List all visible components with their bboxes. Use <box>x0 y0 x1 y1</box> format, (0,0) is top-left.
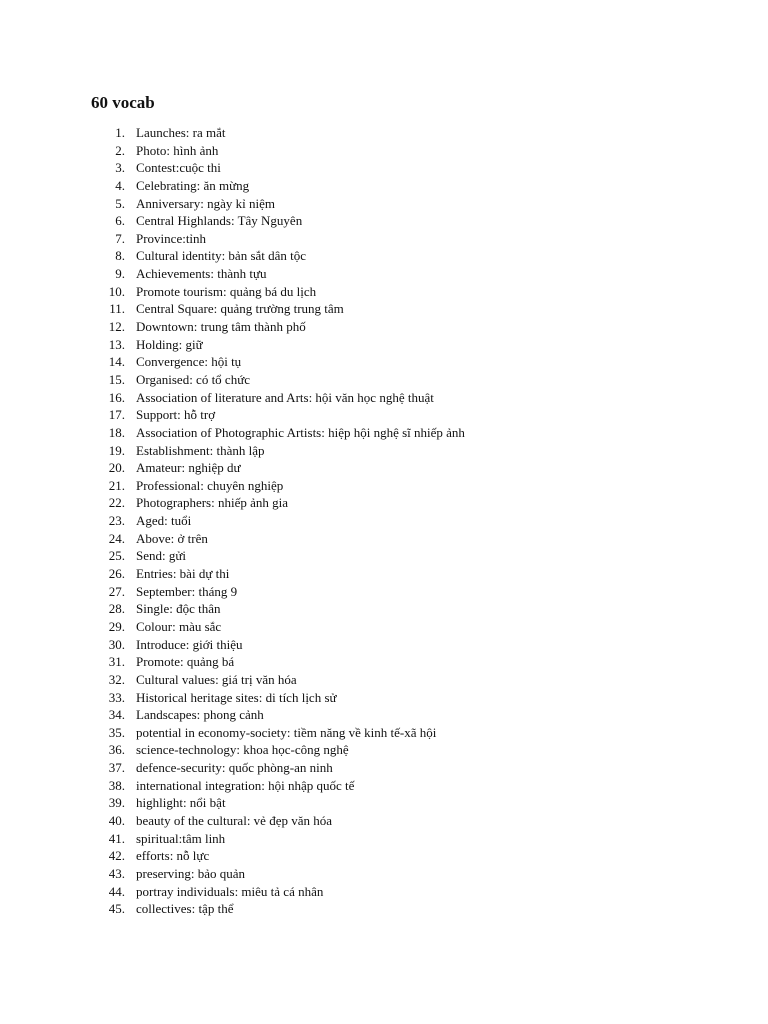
list-item-text: Association of Photographic Artists: hiệp hội nghệ sĩ nhiếp ảnh <box>136 424 465 440</box>
list-item-number: 15. <box>108 371 125 387</box>
list-item-number: 21. <box>108 477 125 493</box>
list-item-number: 12. <box>108 319 125 335</box>
list-item-text: highlight: nổi bật <box>136 795 226 811</box>
list-item-text: Anniversary: ngày kỉ niệm <box>136 195 275 211</box>
list-item-text: collectives: tập thể <box>136 901 234 917</box>
list-item-text: Achievements: thành tựu <box>136 266 267 282</box>
list-item-number: 33. <box>108 689 125 705</box>
list-item-number: 28. <box>108 601 125 617</box>
list-item-text: Establishment: thành lập <box>136 442 265 458</box>
list-item-text: Landscapes: phong cảnh <box>136 707 264 723</box>
list-item-text: Launches: ra mắt <box>136 125 226 140</box>
list-item-number: 11. <box>109 301 125 317</box>
list-item-number: 19. <box>108 442 125 458</box>
list-item-text: portray individuals: miêu tả cá nhân <box>136 883 324 899</box>
list-item-number: 5. <box>115 195 125 211</box>
list-item-number: 26. <box>108 566 125 582</box>
list-item-number: 10. <box>108 283 125 299</box>
list-item-number: 42. <box>108 848 125 864</box>
list-item-number: 22. <box>108 495 125 511</box>
list-item-number: 38. <box>108 777 125 793</box>
list-item-number: 34. <box>108 707 125 723</box>
list-item-text: Province:tỉnh <box>136 230 207 246</box>
list-item-number: 6. <box>115 213 125 229</box>
list-item-number: 13. <box>108 336 125 352</box>
list-item-number: 20. <box>108 460 125 476</box>
list-item-text: Association of literature and Arts: hội văn học nghệ thuật <box>136 389 434 405</box>
list-item-text: international integration: hội nhập quốc tế <box>136 777 355 793</box>
list-item-number: 17. <box>108 407 125 423</box>
list-item-text: Organised: có tổ chức <box>136 371 251 387</box>
list-item-text: Send: gửi <box>136 548 187 564</box>
list-item-text: Photographers: nhiếp ảnh gia <box>136 495 288 511</box>
list-item-number: 31. <box>108 654 125 670</box>
list-item-text: beauty of the cultural: vẻ đẹp văn hóa <box>136 812 333 828</box>
list-item-number: 4. <box>115 177 125 193</box>
list-item-text: Colour: màu sắc <box>136 618 222 634</box>
list-item-text: Above: ở trên <box>136 530 208 546</box>
list-item-number: 39. <box>108 795 125 811</box>
document-title: 60 vocab <box>91 93 155 112</box>
list-item-number: 14. <box>108 354 125 370</box>
list-item-number: 30. <box>108 636 125 652</box>
list-item-number: 7. <box>115 230 125 246</box>
list-item-text: efforts: nỗ lực <box>136 848 210 864</box>
list-item-text: Central Highlands: Tây Nguyên <box>136 213 303 229</box>
list-item-number: 35. <box>108 724 125 740</box>
list-item-number: 27. <box>108 583 125 599</box>
list-item-number: 41. <box>108 830 125 846</box>
list-item-text: Aged: tuổi <box>136 513 192 529</box>
list-item-number: 37. <box>108 760 125 776</box>
list-item-number: 16. <box>108 389 125 405</box>
list-item-text: Convergence: hội tụ <box>136 354 242 370</box>
list-item-text: Introduce: giới thiệu <box>136 636 243 652</box>
list-item-text: Downtown: trung tâm thành phố <box>136 319 306 335</box>
list-item-text: Photo: hình ảnh <box>136 142 219 158</box>
list-item-text: Central Square: quảng trường trung tâm <box>136 301 344 317</box>
list-item-text: Amateur: nghiệp dư <box>136 460 241 476</box>
list-item-number: 9. <box>115 266 125 282</box>
list-item-text: spiritual:tâm linh <box>136 830 226 846</box>
list-item-number: 43. <box>108 865 125 881</box>
list-item-text: science-technology: khoa học-công nghệ <box>136 742 349 758</box>
list-item-text: Historical heritage sites: di tích lịch sử <box>136 689 337 705</box>
list-item-text: Celebrating: ăn mừng <box>136 177 250 193</box>
list-item-text: Cultural identity: bản sắt dân tộc <box>136 248 307 264</box>
list-item-number: 18. <box>108 424 125 440</box>
list-item-number: 25. <box>108 548 125 564</box>
list-item-text: defence-security: quốc phòng-an ninh <box>136 760 333 776</box>
list-item-number: 29. <box>108 618 125 634</box>
list-item-text: Professional: chuyên nghiệp <box>136 477 284 493</box>
list-item-text: Cultural values: giá trị văn hóa <box>136 671 297 687</box>
list-item-text: Holding: giữ <box>136 336 203 352</box>
list-item-text: Promote tourism: quảng bá du lịch <box>136 283 317 299</box>
list-item-number: 36. <box>108 742 125 758</box>
list-item-text: Promote: quảng bá <box>136 654 235 670</box>
list-item-number: 24. <box>108 530 125 546</box>
list-item-text: potential in economy-society: tiềm năng về kinh tế-xã hội <box>136 724 437 740</box>
list-item-number: 2. <box>115 142 125 158</box>
list-item-number: 44. <box>108 883 125 899</box>
list-item-number: 45. <box>108 901 125 917</box>
list-item-number: 23. <box>108 513 125 529</box>
list-item-text: September: tháng 9 <box>136 583 238 599</box>
list-item-text: Single: độc thân <box>136 601 221 617</box>
list-item-number: 40. <box>108 812 125 828</box>
list-item-text: Support: hỗ trợ <box>136 407 216 423</box>
list-item-text: Entries: bài dự thi <box>136 566 230 582</box>
list-item-text: Contest:cuộc thi <box>136 160 221 176</box>
list-item-text: preserving: bảo quản <box>136 865 246 881</box>
list-item-number: 3. <box>115 160 125 176</box>
list-item-number: 8. <box>115 248 125 264</box>
list-item-number: 32. <box>108 671 125 687</box>
list-item-number: 1. <box>115 125 125 140</box>
